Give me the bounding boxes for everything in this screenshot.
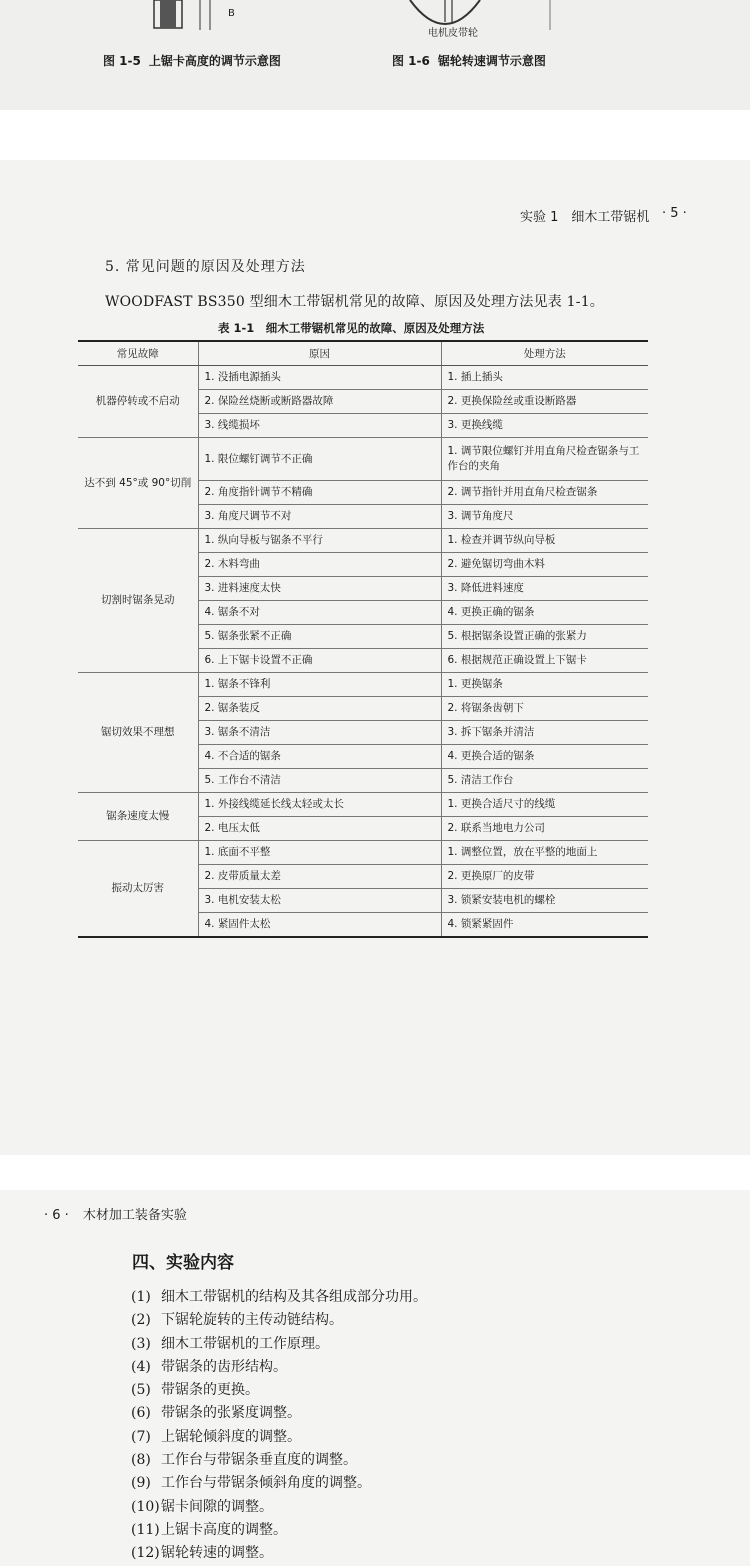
fix-cell: 2. 更换保险丝或重设断路器 [441, 390, 648, 414]
fix-cell: 5. 清洁工作台 [441, 769, 648, 793]
list-item: (8) 工作台与带锯条垂直度的调整。 [131, 1452, 357, 1469]
table-row [78, 673, 648, 697]
fix-cell: 2. 联系当地电力公司 [441, 817, 648, 841]
fix-cell: 6. 根据规范正确设置上下锯卡 [441, 649, 648, 673]
fault-cell: 锯切效果不理想 [78, 673, 198, 793]
cause-cell: 1. 外接线缆延长线太轻或太长 [198, 793, 441, 817]
fix-cell: 1. 更换合适尺寸的线缆 [441, 793, 648, 817]
fault-table [78, 340, 648, 938]
cause-cell: 1. 没插电源插头 [198, 366, 441, 390]
fault-cell: 机器停转或不启动 [78, 366, 198, 438]
fix-cell: 3. 调节角度尺 [441, 505, 648, 529]
cause-cell: 5. 工作台不清洁 [198, 769, 441, 793]
fix-cell: 3. 锁紧安装电机的螺栓 [441, 889, 648, 913]
cause-cell: 1. 纵向导板与锯条不平行 [198, 529, 441, 553]
section-heading: 四、实验内容 [132, 1253, 234, 1273]
cause-cell: 4. 锯条不对 [198, 601, 441, 625]
page-number: · 5 · [662, 206, 687, 221]
cause-cell: 5. 锯条张紧不正确 [198, 625, 441, 649]
fix-cell: 4. 更换合适的锯条 [441, 745, 648, 769]
page-gap [0, 1155, 750, 1190]
section-heading: 5. 常见问题的原因及处理方法 [105, 259, 306, 275]
table-row [78, 529, 648, 553]
cause-cell: 1. 限位螺钉调节不正确 [198, 438, 441, 481]
fix-cell: 3. 更换线缆 [441, 414, 648, 438]
cause-cell: 6. 上下锯卡设置不正确 [198, 649, 441, 673]
figure-1-5-drawing [140, 0, 260, 40]
list-item: (9) 工作台与带锯条倾斜角度的调整。 [131, 1475, 371, 1492]
list-item: (4) 带锯条的齿形结构。 [131, 1358, 287, 1375]
fix-cell: 1. 检查并调节纵向导板 [441, 529, 648, 553]
table-caption: 表 1-1 细木工带锯机常见的故障、原因及处理方法 [218, 321, 485, 335]
header-cause: 原因 [198, 341, 441, 366]
page-number: · 6 · [44, 1208, 69, 1223]
experiment-items-list [131, 1286, 427, 1566]
cause-cell: 2. 皮带质量太差 [198, 865, 441, 889]
running-header-title: 实验 1 细木工带锯机 [520, 210, 650, 225]
header-fault: 常见故障 [78, 341, 198, 366]
list-item: (6) 带锯条的张紧度调整。 [131, 1405, 301, 1422]
table-row [78, 793, 648, 817]
cause-cell: 2. 锯条装反 [198, 697, 441, 721]
fix-cell: 3. 降低进料速度 [441, 577, 648, 601]
cause-cell: 1. 锯条不锋利 [198, 673, 441, 697]
cause-cell: 1. 底面不平整 [198, 841, 441, 865]
cause-cell: 2. 角度指针调节不精确 [198, 481, 441, 505]
page-gap [0, 110, 750, 160]
table-row [78, 841, 648, 865]
fix-cell: 1. 调整位置，放在平整的地面上 [441, 841, 648, 865]
fault-cell: 切割时锯条晃动 [78, 529, 198, 673]
cause-cell: 2. 保险丝烧断或断路器故障 [198, 390, 441, 414]
cause-cell: 3. 电机安装太松 [198, 889, 441, 913]
drawing-label-b: B [228, 8, 235, 19]
fix-cell: 1. 调节限位螺钉并用直角尺检查锯条与工作台的夹角 [441, 438, 648, 481]
previous-page-fragment [0, 0, 750, 110]
fix-cell: 3. 拆下锯条并清洁 [441, 721, 648, 745]
figure-1-5-caption: 图 1-5 上锯卡高度的调节示意图 [103, 54, 281, 68]
fix-cell: 2. 调节指针并用直角尺检查锯条 [441, 481, 648, 505]
fix-cell: 5. 根据锯条设置正确的张紧力 [441, 625, 648, 649]
fix-cell: 2. 将锯条齿朝下 [441, 697, 648, 721]
cause-cell: 3. 线缆损坏 [198, 414, 441, 438]
fault-cell: 锯条速度太慢 [78, 793, 198, 841]
table-row [78, 438, 648, 481]
cause-cell: 2. 电压太低 [198, 817, 441, 841]
list-item: (10)锯卡间隙的调整。 [131, 1498, 273, 1515]
figure-1-6-caption: 图 1-6 锯轮转速调节示意图 [392, 54, 546, 68]
fault-cell: 达不到 45°或 90°切削 [78, 438, 198, 529]
list-item: (2) 下锯轮旋转的主传动链结构。 [131, 1312, 343, 1329]
cause-cell: 4. 不合适的锯条 [198, 745, 441, 769]
table-header-row [78, 341, 648, 366]
fix-cell: 1. 插上插头 [441, 366, 648, 390]
cause-cell: 4. 紧固件太松 [198, 913, 441, 938]
list-item: (11)上锯卡高度的调整。 [131, 1521, 287, 1538]
fix-cell: 4. 更换正确的锯条 [441, 601, 648, 625]
list-item: (12)锯轮转速的调整。 [131, 1545, 273, 1562]
page-5 [0, 160, 750, 1155]
cause-cell: 3. 进料速度太快 [198, 577, 441, 601]
running-header [44, 1204, 187, 1223]
list-item: (1) 细木工带锯机的结构及其各组成部分功用。 [131, 1289, 427, 1305]
table-row [78, 366, 648, 390]
figure-1-6-drawing [400, 0, 580, 42]
cause-cell: 2. 木料弯曲 [198, 553, 441, 577]
list-item: (3) 细木工带锯机的工作原理。 [131, 1335, 329, 1352]
fix-cell: 2. 更换原厂的皮带 [441, 865, 648, 889]
intro-paragraph: WOODFAST BS350 型细木工带锯机常见的故障、原因及处理方法见表 1-1。 [105, 294, 605, 310]
running-header-title: 木材加工装备实验 [82, 1208, 187, 1223]
drawing-label-motor-pulley: 电机皮带轮 [428, 28, 478, 39]
fix-cell: 2. 避免锯切弯曲木料 [441, 553, 648, 577]
header-fix: 处理方法 [441, 341, 648, 366]
fix-cell: 1. 更换锯条 [441, 673, 648, 697]
fix-cell: 4. 锁紧紧固件 [441, 913, 648, 938]
list-item: (5) 带锯条的更换。 [131, 1382, 259, 1399]
fault-cell: 振动太厉害 [78, 841, 198, 938]
cause-cell: 3. 锯条不清洁 [198, 721, 441, 745]
cause-cell: 3. 角度尺调节不对 [198, 505, 441, 529]
page-6 [0, 1190, 750, 1562]
list-item: (7) 上锯轮倾斜度的调整。 [131, 1428, 301, 1445]
